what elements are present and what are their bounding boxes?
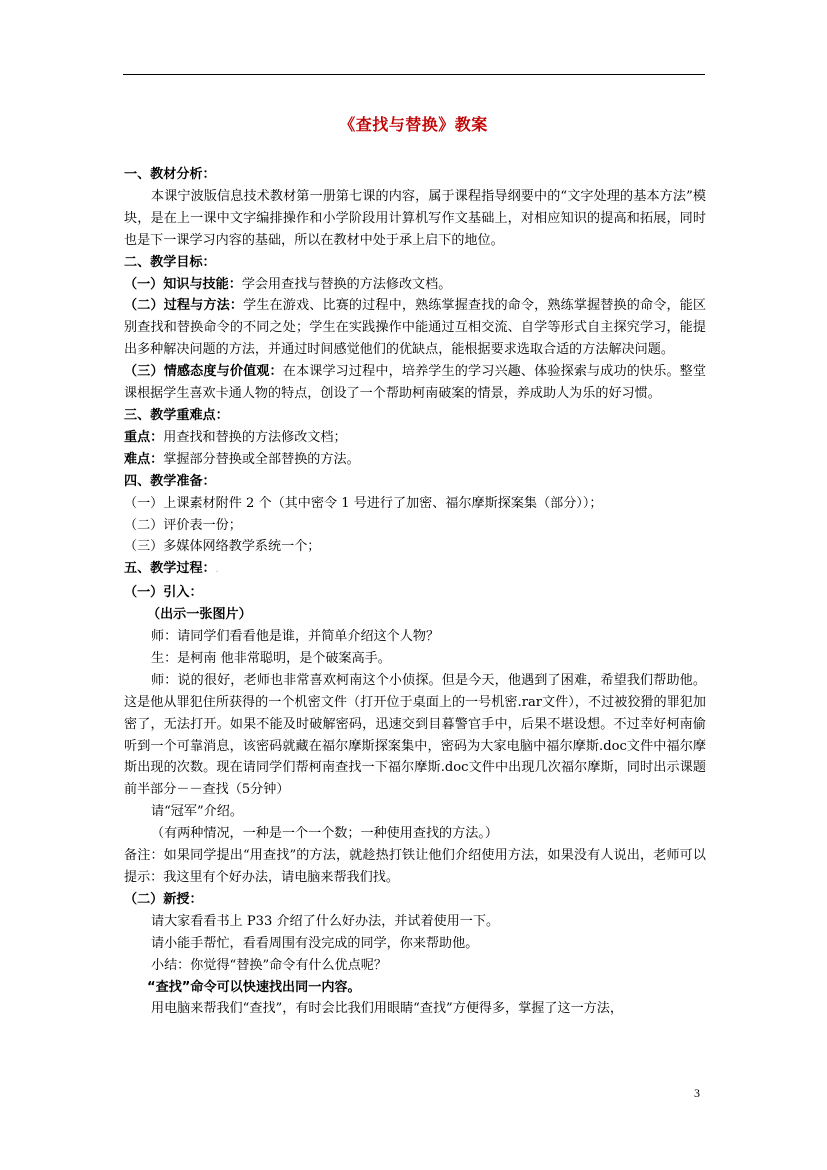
- teacher-question: 师：请同学们看看他是谁，并简单介绍这个人物？: [151, 629, 440, 645]
- teacher-story: 师：说的很好，老师也非常喜欢柯南这个小侦探。但是今天，他遇到了困难，希望我们帮助他。这是他从罪犯住所获得的一个机密文件（打开位于桌面上的一号机密.rar文件），不过被狡猾的罪犯加密了，无法打开。如果不能及时破解密码，迅速交到目暮警官手中，后果不堪设想。不过幸好柯南偷听到一个可靠消息，该密码就藏在福尔摩斯探案集中，密码为大家电脑中福尔摩斯.doc文件中福尔摩斯出现的次数。现在请同学们帮柯南查找一下福尔摩斯.doc文件中出现几次福尔摩斯，同时出示课题前半部分－－查找（5分钟）: [124, 672, 706, 798]
- section-heading-analysis: 一、教材分析：: [124, 167, 216, 182]
- goal-emotion-text: 在本课学习过程中，培养学生的学习兴趣、体验探索与成功的快乐。整堂课根据学生喜欢卡通人物的特点，创设了一个帮助柯南破案的情景，养成助人为乐的好习惯。: [124, 364, 706, 402]
- header-rule: [123, 74, 705, 75]
- goal-emotion: [124, 361, 706, 405]
- document-body: [124, 164, 706, 1020]
- student-answer: 生：是柯南 他非常聪明，是个破案高手。: [151, 650, 391, 666]
- see-book: 请大家看看书上 P33 介绍了什么好办法，并试着使用一下。: [151, 913, 500, 929]
- prep-item-2: （二）评价表一份；: [124, 517, 242, 533]
- difficult-point: [124, 449, 706, 471]
- find-fast: “查找”命令可以快速找出同一内容。: [147, 979, 361, 995]
- heading-mark: .: [215, 565, 219, 576]
- part-heading-intro: （一）引入：: [124, 585, 203, 601]
- key-point-text: 用查找和替换的方法修改文档；: [163, 429, 347, 445]
- goal-process: [124, 295, 706, 361]
- page-number: 3: [694, 1086, 700, 1100]
- section-heading-preparation: 四、教学准备：: [124, 473, 216, 489]
- invite-champion: 请“冠军”介绍。: [151, 804, 243, 820]
- section-heading-process-row: [124, 558, 706, 582]
- goal-knowledge-text: 学会用查找与替换的方法修改文档。: [241, 276, 452, 292]
- section-heading-process: 五、教学过程：: [124, 561, 216, 577]
- prep-item-3: （三）多媒体网络教学系统一个；: [124, 539, 321, 555]
- computer-help: 用电脑来帮我们“查找”，有时会比我们用眼睛“查找”方便得多，掌握了这一方法，: [151, 1001, 623, 1017]
- note-paragraph: 备注：如果同学提出“用查找”的方法，就趁热打铁让他们介绍使用方法，如果没有人说出，老师可以提示：我这里有个好办法，请电脑来帮我们找。: [124, 848, 706, 885]
- key-point-label: 重点：: [124, 429, 164, 445]
- goal-process-text: 学生在游戏、比赛的过程中，熟练掌握查找的命令，熟练掌握替换的命令，能区别查找和替换命令的不同之处；学生在实践操作中能通过互相交流、自学等形式自主探究学习，能提出多种解决问题的方法，并通过时间感觉他们的优缺点，能根据要求选取合适的方法解决问题。: [124, 298, 707, 358]
- helper-line: 请小能手帮忙，看看周围有没完成的同学，你来帮助他。: [151, 935, 479, 951]
- section-heading-keypoints: 三、教学重难点：: [124, 407, 229, 423]
- part-heading-new-lesson: （二）新授：: [124, 891, 203, 907]
- document-title: 《查找与替换》教案: [339, 115, 488, 134]
- goal-knowledge: [124, 274, 706, 296]
- difficult-point-text: 掌握部分替换或全部替换的方法。: [163, 451, 360, 467]
- difficult-point-label: 难点：: [124, 451, 164, 467]
- goal-emotion-label: （三）情感态度与价值观：: [124, 364, 283, 380]
- goal-process-label: （二）过程与方法：: [124, 298, 244, 314]
- section-heading-goals: 二、教学目标：: [124, 254, 216, 270]
- key-point: [124, 427, 706, 449]
- goal-knowledge-label: （一）知识与技能：: [124, 276, 242, 292]
- prep-item-1: （一）上课素材附件 2 个（其中密令 1 号进行了加密、福尔摩斯探案集（部分））；: [124, 495, 603, 511]
- analysis-paragraph: 本课宁波版信息技术教材第一册第七课的内容，属于课程指导纲要中的“文字处理的基本方法”模块，是在上一课中文字编排操作和小学阶段用计算机写作文基础上，对相应知识的提高和拓展，同时也是下一课学习内容的基础，所以在教材中处于承上启下的地位。: [124, 188, 706, 248]
- two-cases: （有两种情况，一种是一个一个数；一种使用查找的方法。）: [151, 826, 498, 842]
- show-picture: （出示一张图片）: [147, 607, 252, 623]
- summary-question: 小结：你觉得“替换”命令有什么优点呢？: [151, 957, 387, 973]
